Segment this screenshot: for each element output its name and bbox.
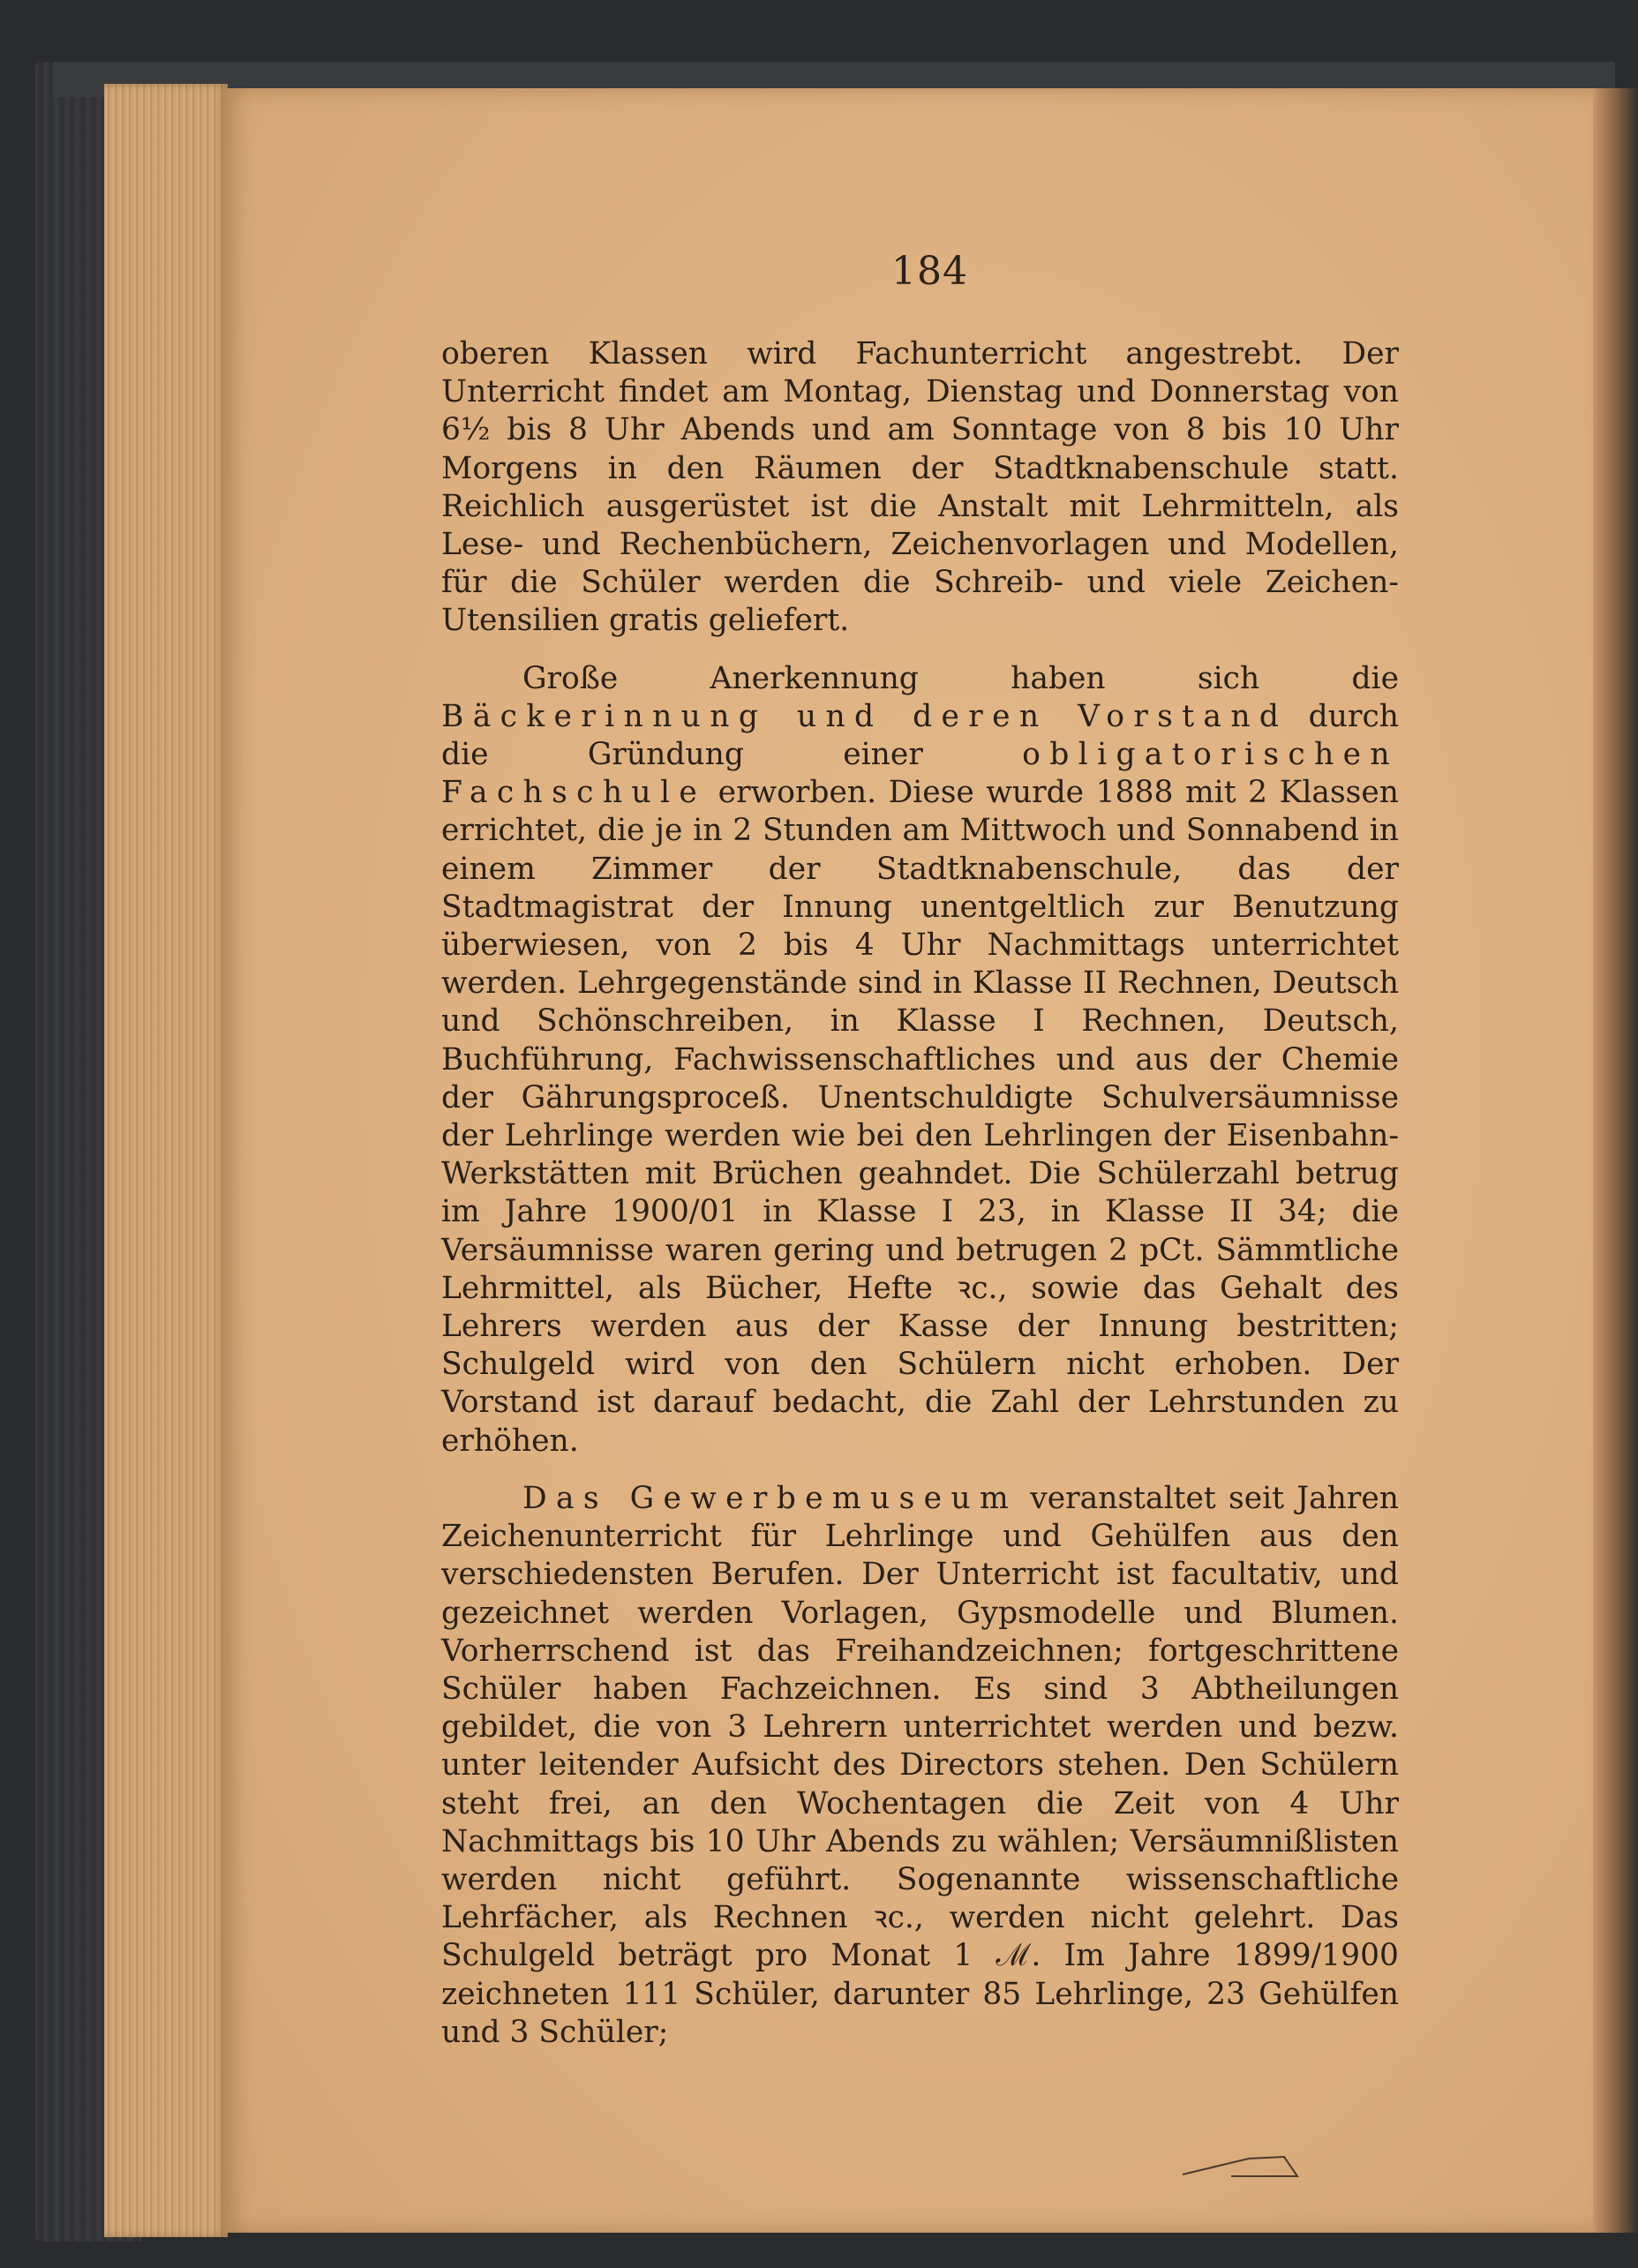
- paragraph-text: Große Anerkennung haben sich die: [522, 660, 1399, 696]
- right-page-edge: [1593, 88, 1638, 2233]
- paragraph-1: [441, 335, 1399, 641]
- paragraph-text: oberen Klassen wird Fachunterricht angestrebt. Der Unterricht findet am Montag, Dienstag und Donnerstag von 6½ bis 8 Uhr Abends und am Sonntage von 8 bis 10 Uhr Morgens in den Räumen der Stadtknabenschule statt. Reichlich ausgerüstet ist die Anstalt mit Lehrmitteln, als Lese- und Rechenbüchern, Zeichenvorlagen und Modellen, für die Schüler werden die Schreib- und viele Zeichen-Utensilien gratis geliefert.: [441, 336, 1399, 639]
- paragraph-text: veranstaltet seit Jahren Zeichenunterricht für Lehrlinge und Gehülfen aus den verschiedensten Berufen. Der Unterricht ist facultativ, und gezeichnet werden Vorlagen, Gypsmodelle und Blumen. Vorherrschend ist das Freihandzeichnen; fortgeschrittene Schüler haben Fachzeichnen. Es sind 3 Abtheilungen gebildet, die von 3 Lehrern unterrichtet werden und bezw. unter leitender Aufsicht des Directors stehen. Den Schülern steht frei, an den Wochentagen die Zeit von 4 Uhr Nachmittags bis 10 Uhr Abends zu wählen; Versäumnißlisten werden nicht geführt. Sogenannte wissenschaftliche Lehrfächer, als Rechnen ꝛc., werden nicht gelehrt. Das Schulgeld beträgt pro Monat 1 ℳ. Im Jahre 1899/1900 zeichneten 111 Schüler, darunter 85 Lehrlinge, 23 Gehülfen und 3 Schüler;: [441, 1480, 1399, 2050]
- paragraph-text: erworben. Diese wurde 1888 mit 2 Klassen errichtet, die je in 2 Stunden am Mittwoch und Sonnabend in einem Zimmer der Stadtknabenschule, das der Stadtmagistrat der Innung unentgeltlich zur Benutzung überwiesen, von 2 bis 4 Uhr Nachmittags unterrichtet werden. Lehrgegenstände sind in Klasse II Rechnen, Deutsch und Schönschreiben, in Klasse I Rechnen, Deutsch, Buchführung, Fachwissenschaftliches und aus der Chemie der Gährungsproceß. Unentschuldigte Schulversäumnisse der Lehrlinge werden wie bei den Lehrlingen der Eisenbahn-Werkstätten mit Brüchen geahndet. Die Schülerzahl betrug im Jahre 1900/01 in Klasse I 23, in Klasse II 34; die Versäumnisse waren gering und betrugen 2 pCt. Sämmtliche Lehrmittel, als Bücher, Hefte ꝛc., sowie das Gehalt des Lehrers werden aus der Kasse der Innung bestritten; Schulgeld wird von den Schülern nicht erhoben. Der Vorstand ist darauf bedacht, die Zahl der Lehrstunden zu erhöhen.: [441, 775, 1399, 1459]
- spaced-emphasis: Das Gewerbemuseum: [522, 1480, 1018, 1516]
- page-number: 184: [891, 249, 968, 294]
- body-text: [441, 335, 1399, 2071]
- paragraph-3: [441, 1480, 1399, 2052]
- paragraph-2: [441, 660, 1399, 1461]
- spaced-emphasis: obligatorischen Fachschule: [441, 737, 1399, 811]
- page-edges: [104, 84, 228, 2237]
- pencil-mark: [1178, 2153, 1302, 2180]
- spaced-emphasis: Bäckerinnung und deren Vorstand: [441, 698, 1289, 734]
- paragraph-text: durch die Gründung einer: [441, 698, 1399, 773]
